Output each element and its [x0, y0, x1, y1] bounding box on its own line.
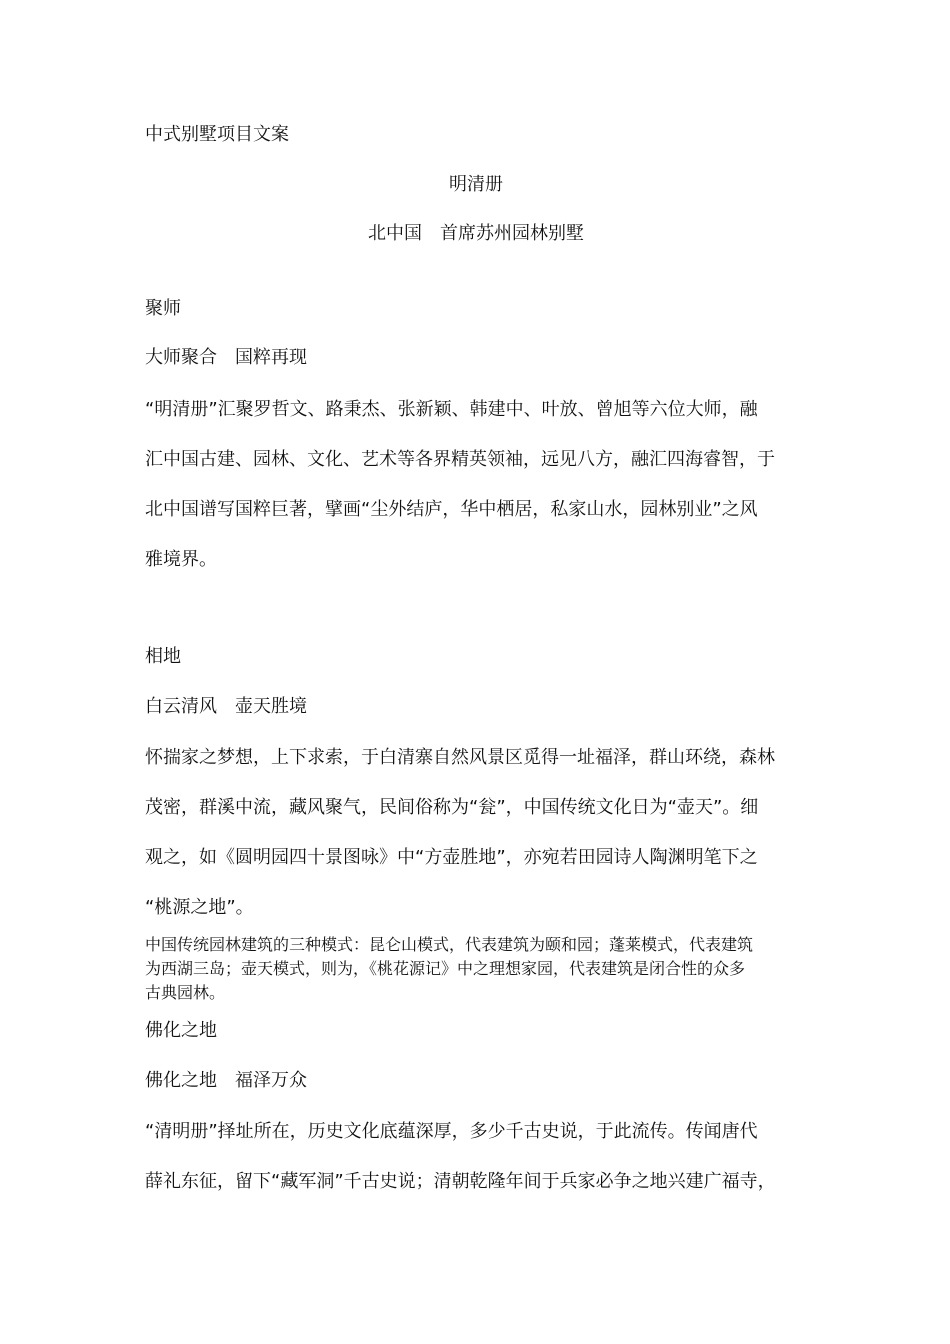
- body-line: 雅境界。: [145, 549, 217, 570]
- section-body: [145, 385, 807, 585]
- section-body: [145, 1107, 807, 1207]
- body-line: 汇中国古建、园林、文化、艺术等各界精英领袖，远见八方，融汇四海睿智，于: [145, 449, 775, 470]
- section-heading: 相地: [145, 646, 181, 667]
- section-subheading: 佛化之地 福泽万众: [145, 1070, 307, 1091]
- note-line: 为西湖三岛；壶天模式，则为，《桃花源记》中之理想家园，代表建筑是闭合性的众多: [145, 959, 746, 978]
- section-heading: 佛化之地: [145, 1020, 217, 1041]
- doc-title: 中式别墅项目文案: [145, 124, 289, 145]
- body-line: 观之，如《圆明园四十景图咏》中“方壶胜地”，亦宛若田园诗人陶渊明笔下之: [145, 847, 758, 868]
- body-line: 薛礼东征，留下“藏军洞”千古史说；清朝乾隆年间于兵家必争之地兴建广福寺，: [145, 1171, 776, 1192]
- section-heading: 聚师: [145, 298, 181, 319]
- section-subheading: 白云清风 壶天胜境: [145, 696, 307, 717]
- section-subheading: 大师聚合 国粹再现: [145, 347, 307, 368]
- project-slogan: 北中国 首席苏州园林别墅: [368, 223, 584, 244]
- footnote: [145, 933, 807, 1005]
- note-line: 中国传统园林建筑的三种模式：昆仑山模式，代表建筑为颐和园；蓬莱模式，代表建筑: [145, 935, 754, 954]
- body-line: 怀揣家之梦想，上下求索，于白清寨自然风景区觅得一址福泽，群山环绕，森林: [145, 747, 775, 768]
- section-body: [145, 733, 807, 933]
- body-line: 茂密，群溪中流，藏风聚气，民间俗称为“瓮”，中国传统文化日为“壶天”。细: [145, 797, 759, 818]
- body-line: “明清册”汇聚罗哲文、路秉杰、张新颖、韩建中、叶放、曾旭等六位大师，融: [145, 399, 758, 420]
- body-line: “清明册”择址所在，历史文化底蕴深厚，多少千古史说，于此流传。传闻唐代: [145, 1121, 758, 1142]
- body-line: “桃源之地”。: [145, 897, 254, 918]
- body-line: 北中国谱写国粹巨著，擘画“尘外结庐，华中栖居，私家山水，园林别业”之风: [145, 499, 758, 520]
- project-name: 明清册: [449, 174, 503, 195]
- note-line: 古典园林。: [145, 983, 226, 1002]
